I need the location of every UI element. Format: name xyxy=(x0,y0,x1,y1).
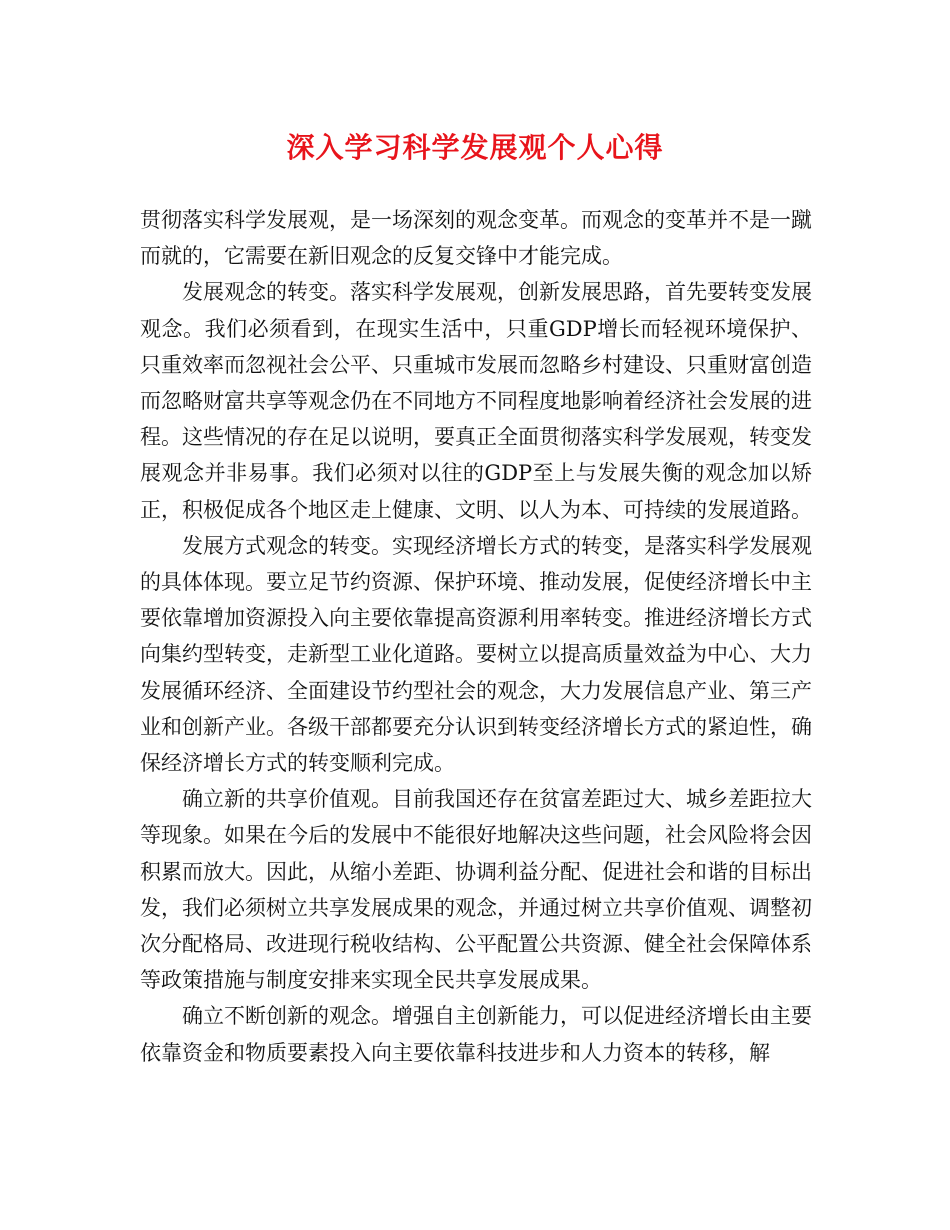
document-title: 深入学习科学发展观个人心得 xyxy=(286,131,664,164)
paragraph-5: 确立不断创新的观念。增强自主创新能力，可以促进经济增长由主要依靠资金和物质要素投入向主要依靠科技进步和人力资本的转移，解 xyxy=(140,1004,812,1065)
paragraph-1: 贯彻落实科学发展观，是一场深刻的观念变革。而观念的变革并不是一蹴而就的，它需要在新旧观念的反复交锋中才能完成。 xyxy=(140,208,812,269)
document-body xyxy=(140,202,812,1071)
paragraph-4: 确立新的共享价值观。目前我国还存在贫富差距过大、城乡差距拉大等现象。如果在今后的发展中不能很好地解决这些问题，社会风险将会因积累而放大。因此，从缩小差距、协调利益分配、促进社会和谐的目标出发，我们必须树立共享发展成果的观念，并通过树立共享价值观、调整初次分配格局、改进现行税收结构、公平配置公共资源、健全社会保障体系等政策措施与制度安排来实现全民共享发展成果。 xyxy=(140,787,812,993)
paragraph-2: 发展观念的转变。落实科学发展观，创新发展思路，首先要转变发展观念。我们必须看到，在现实生活中，只重GDP增长而轻视环境保护、只重效率而忽视社会公平、只重城市发展而忽略乡村建设、只重财富创造而忽略财富共享等观念仍在不同地方不同程度地影响着经济社会发展的进程。这些情况的存在足以说明，要真正全面贯彻落实科学发展观，转变发展观念并非易事。我们必须对以往的GDP至上与发展失衡的观念加以矫正，积极促成各个地区走上健康、文明、以人为本、可持续的发展道路。 xyxy=(140,280,812,522)
paragraph-3: 发展方式观念的转变。实现经济增长方式的转变，是落实科学发展观的具体体现。要立足节约资源、保护环境、推动发展，促使经济增长中主要依靠增加资源投入向主要依靠提高资源利用率转变。推进经济增长方式向集约型转变，走新型工业化道路。要树立以提高质量效益为中心、大力发展循环经济、全面建设节约型社会的观念，大力发展信息产业、第三产业和创新产业。各级干部都要充分认识到转变经济增长方式的紧迫性，确保经济增长方式的转变顺利完成。 xyxy=(140,533,812,776)
